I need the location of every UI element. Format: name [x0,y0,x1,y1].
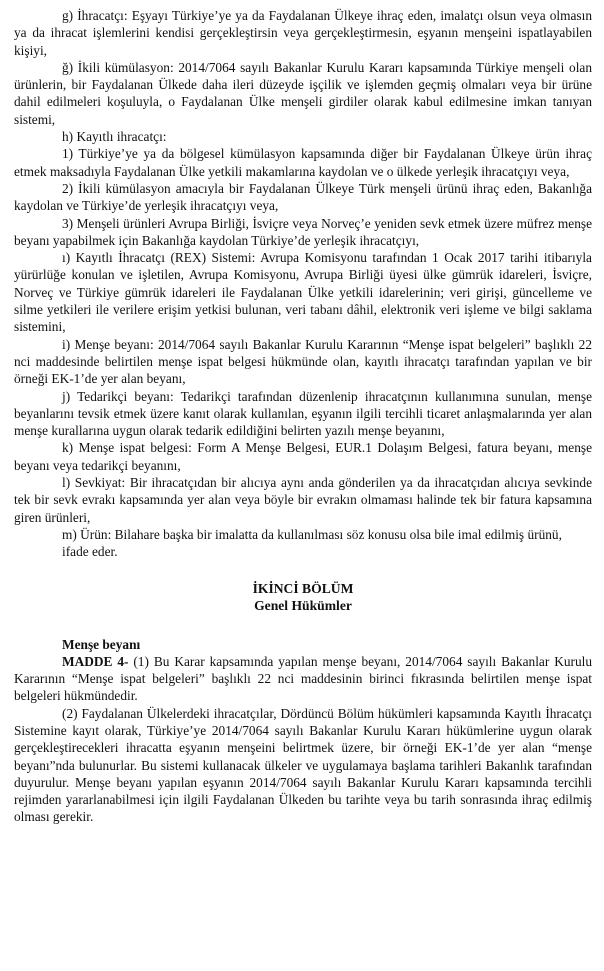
article-paragraph-1 [14,653,592,705]
definition-l: l) Sevkiyat: Bir ihracatçıdan bir alıcıya aynı anda gönderilen ya da ihracatçıdan alıcıya sevkinde tek bir sevk evrakı kapsamında yer alan veya böyle bir evrakın olmaması halinde tek bir fatura kapsamına giren ürünleri, [14,475,592,525]
article-label: MADDE 4- [62,653,129,669]
definitions-closing: ifade eder. [62,544,118,560]
article-paragraph-2: (2) Faydalanan Ülkelerdeki ihracatçılar, Dördüncü Bölüm hükümleri kapsamında Kayıtlı İhracatçı Sistemine kayıt olarak, Türkiye’ye 2014/7064 sayılı Bakanlar Kurulu Kararı hükümlerine uygun olarak gerçekleştirecekleri ihracatta eşyanın menşeini belirtmek üzere, bir örneği EK-1’de yer alan “menşe beyanı”nda bulunurlar. Bu sistemi kullanacak ülkeler ve uygulamaya başlama tarihleri Bakanlık tarafından duyurulur. Menşe beyanı yapılan eşyanın 2014/7064 sayılı Bakanlar Kurulu Kararı kapsamında tercihli rejimden yararlanabilmesi için ilgili Faydalanan Ülkeden bu tarihte veya bu tarih sonrasında ihraç edilmiş olması gerekir. [14,705,592,825]
definition-i-dotless: ı) Kayıtlı İhracatçı (REX) Sistemi: Avrupa Komisyonu tarafından 1 Ocak 2017 tarihi itibarıyla yürürlüğe konulan ve işletilen, Avrupa Komisyonu, Avrupa Birliği üyesi ülke gümrük idareleri, İsviçre, Norveç ve Türkiye gümrük idareleri ile Faydalanan Ülke yetkili idarelerinin; veri girişi, güncelleme ve silme yetkileri ile verilere erişim yetkisi bulunan, veri tabanı dâhil, elektronik veri işleme ve bilgi saklama sistemini, [14,250,592,335]
definition-g: g) İhracatçı: Eşyayı Türkiye’ye ya da Faydalanan Ülkeye ihraç eden, imalatçı olsun veya olmasın ya da ihracat işlemlerini kendisi gerçekleştirsin veya gerçekleştirmesin, eşyanın menşeini ispatlayabilen kişiyi, [14,8,592,58]
chapter-number: İKİNCİ BÖLÜM [252,580,354,596]
definition-h-3: 3) Menşeli ürünleri Avrupa Birliği, İsviçre veya Norveç’e yeniden sevk etmek üzere müfrez menşe beyanı yapabilmek için Bakanlığa kaydolan Türkiye’de yerleşik ihracatçıyı, [14,215,592,248]
definition-h: h) Kayıtlı ihracatçı: [62,129,167,145]
definition-k: k) Menşe ispat belgesi: Form A Menşe Belgesi, EUR.1 Dolaşım Belgesi, fatura beyanı, menşe beyanı veya tedarikçi beyanını, [14,440,592,473]
definition-gh: ğ) İkili kümülasyon: 2014/7064 sayılı Bakanlar Kurulu Kararı kapsamında Türkiye menşeli olan ürünlerin, bir Faydalanan Ülkede daha ileri düzeyde işçilik ve işlemden geçmiş olmaları veya bir ürüne dahil edilmeleri koşuluyla, o Faydalanan Ülke menşeli girdiler olarak kabul edilmesine imkan tanıyan sistemi, [14,59,592,127]
section-title: Menşe beyanı [62,636,141,652]
document-page [14,7,592,826]
definition-i: i) Menşe beyanı: 2014/7064 sayılı Bakanlar Kurulu Kararının “Menşe ispat belgeleri” başlıklı 22 nci maddesinde belirtilen menşe ispat belgesi hükmünde olan, kayıtlı ihracatçı tarafından yapılan ve bir örneği EK-1’de yer alan beyanı, [14,336,592,387]
definition-m: m) Ürün: Bilahare başka bir imalatta da kullanılması söz konusu olsa bile imal edilmiş ürünü, [62,526,562,542]
article-paragraph-1-text: (1) Bu Karar kapsamında yapılan menşe beyanı, 2014/7064 sayılı Bakanlar Kurulu Kararının “Menşe ispat belgeleri” başlıklı 22 nci maddesinin birinci fıkrasında belirtilen menşe ispat belgeleri hükmündedir. [14,653,592,704]
definition-h-1: 1) Türkiye’ye ya da bölgesel kümülasyon kapsamında diğer bir Faydalanan Ülkeye ürün ihraç etmek maksadıyla Faydalanan Ülke yetkili makamlarına kaydolan ve o ülkede yerleşik ihracatçıyı veya, [14,146,592,179]
definition-j: j) Tedarikçi beyanı: Tedarikçi tarafından düzenlenip ihracatçının kullanımına sunulan, menşe beyanlarını tevsik etmek üzere kanıt olarak kullanılan, eşyanın ilgili tercihli ticaret anlaşmalarında yer alan menşe kurallarına uygun olarak tedarik edildiğini belirten yazılı menşe beyanını, [14,388,592,439]
chapter-title: Genel Hükümler [254,598,352,613]
definition-h-2: 2) İkili kümülasyon amacıyla bir Faydalanan Ülkeye Türk menşeli ürünü ihraç eden, Bakanlığa kaydolan ve Türkiye’de yerleşik ihracatçıyı veya, [14,180,592,214]
